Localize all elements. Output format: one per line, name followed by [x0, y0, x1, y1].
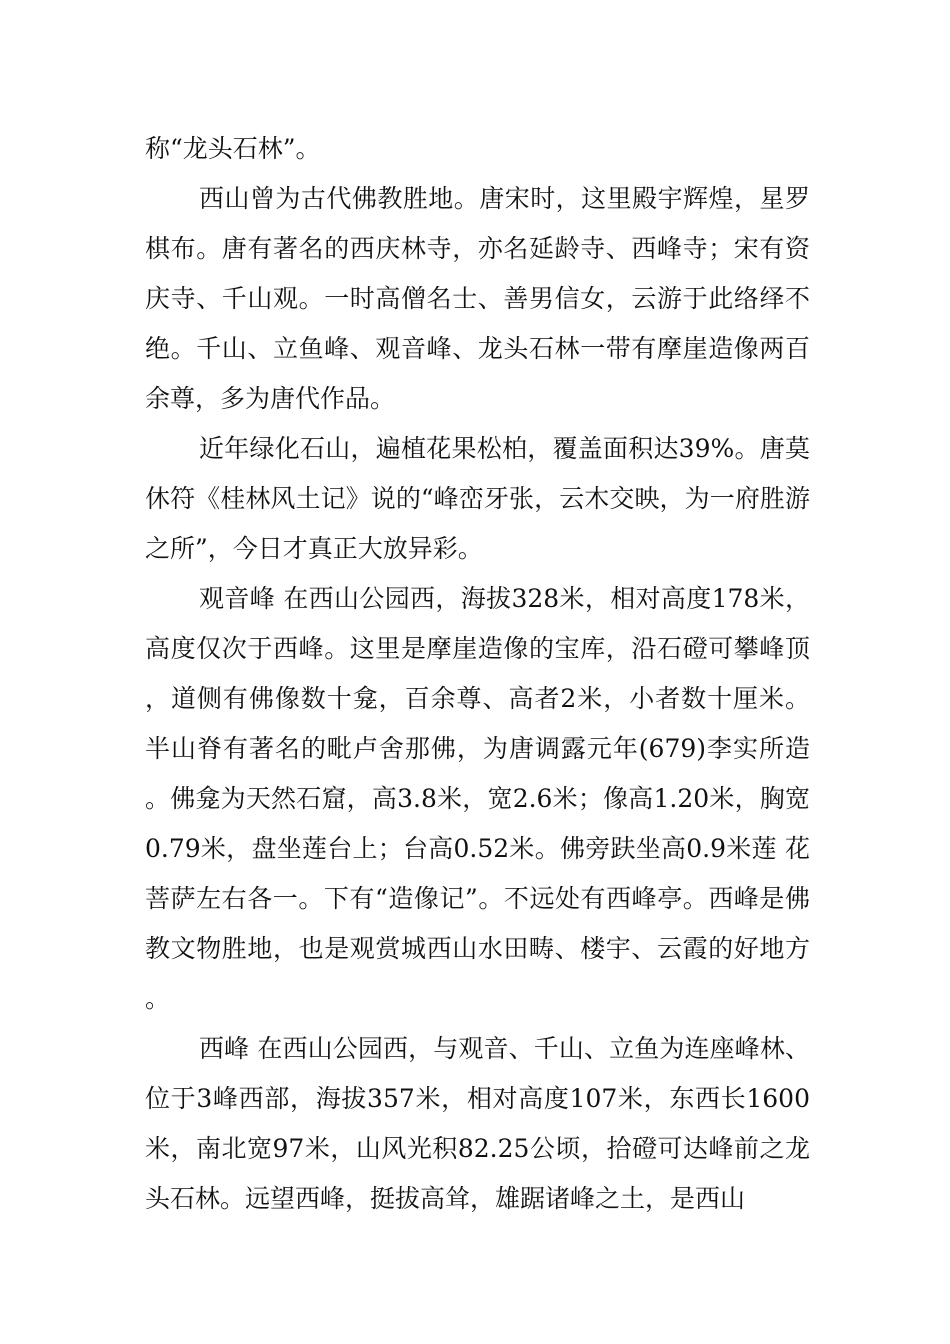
paragraph-1: 称“龙头石林”。 [145, 134, 321, 163]
paragraph-west-peak: 西峰 在西山公园西，与观音、千山、立鱼为连座峰林、位于3峰西部，海拔357米，相对高度107米，东西长1600米，南北宽97米，山风光积82.25公顷，拾磴可达峰前之龙头石林。远望西峰，挺拔高耸，雄踞诸峰之土，是西山 [145, 1034, 810, 1213]
paragraph-guanyin-peak: 观音峰 在西山公园西，海拔328米，相对高度178米，高度仅次于西峰。这里是摩崖造像的宝库，沿石磴可攀峰顶，道侧有佛像数十龛，百余尊、高者2米，小者数十厘米。半山脊有著名的毗卢舍那佛，为唐调露元年(679)李实所造。佛龛为天然石窟，高3.8米，宽2.6米；像高1.20米，胸宽0.79米，盘坐莲台上；台高0.52米。佛旁趺坐高0.9米莲 花菩萨左右各一。下有“造像记”。不远处有西峰亭。西峰是佛教文物胜地，也是观赏城西山水田畴、楼宇、云霞的好地方。 [145, 584, 810, 1013]
paragraph-2: 西山曾为古代佛教胜地。唐宋时，这里殿宇辉煌，星罗棋布。唐有著名的西庆林寺，亦名延龄寺、西峰寺；宋有资庆寺、千山观。一时高僧名士、善男信女，云游于此络绎不绝。千山、立鱼峰、观音峰、龙头石林一带有摩崖造像两百余尊，多为唐代作品。 [145, 184, 810, 413]
paragraph-3: 近年绿化石山，遍植花果松柏，覆盖面积达39%。唐莫休符《桂林风土记》说的“峰峦牙张，云木交映，为一府胜游之所”，今日才真正大放异彩。 [145, 434, 810, 563]
body-text [145, 124, 810, 1224]
